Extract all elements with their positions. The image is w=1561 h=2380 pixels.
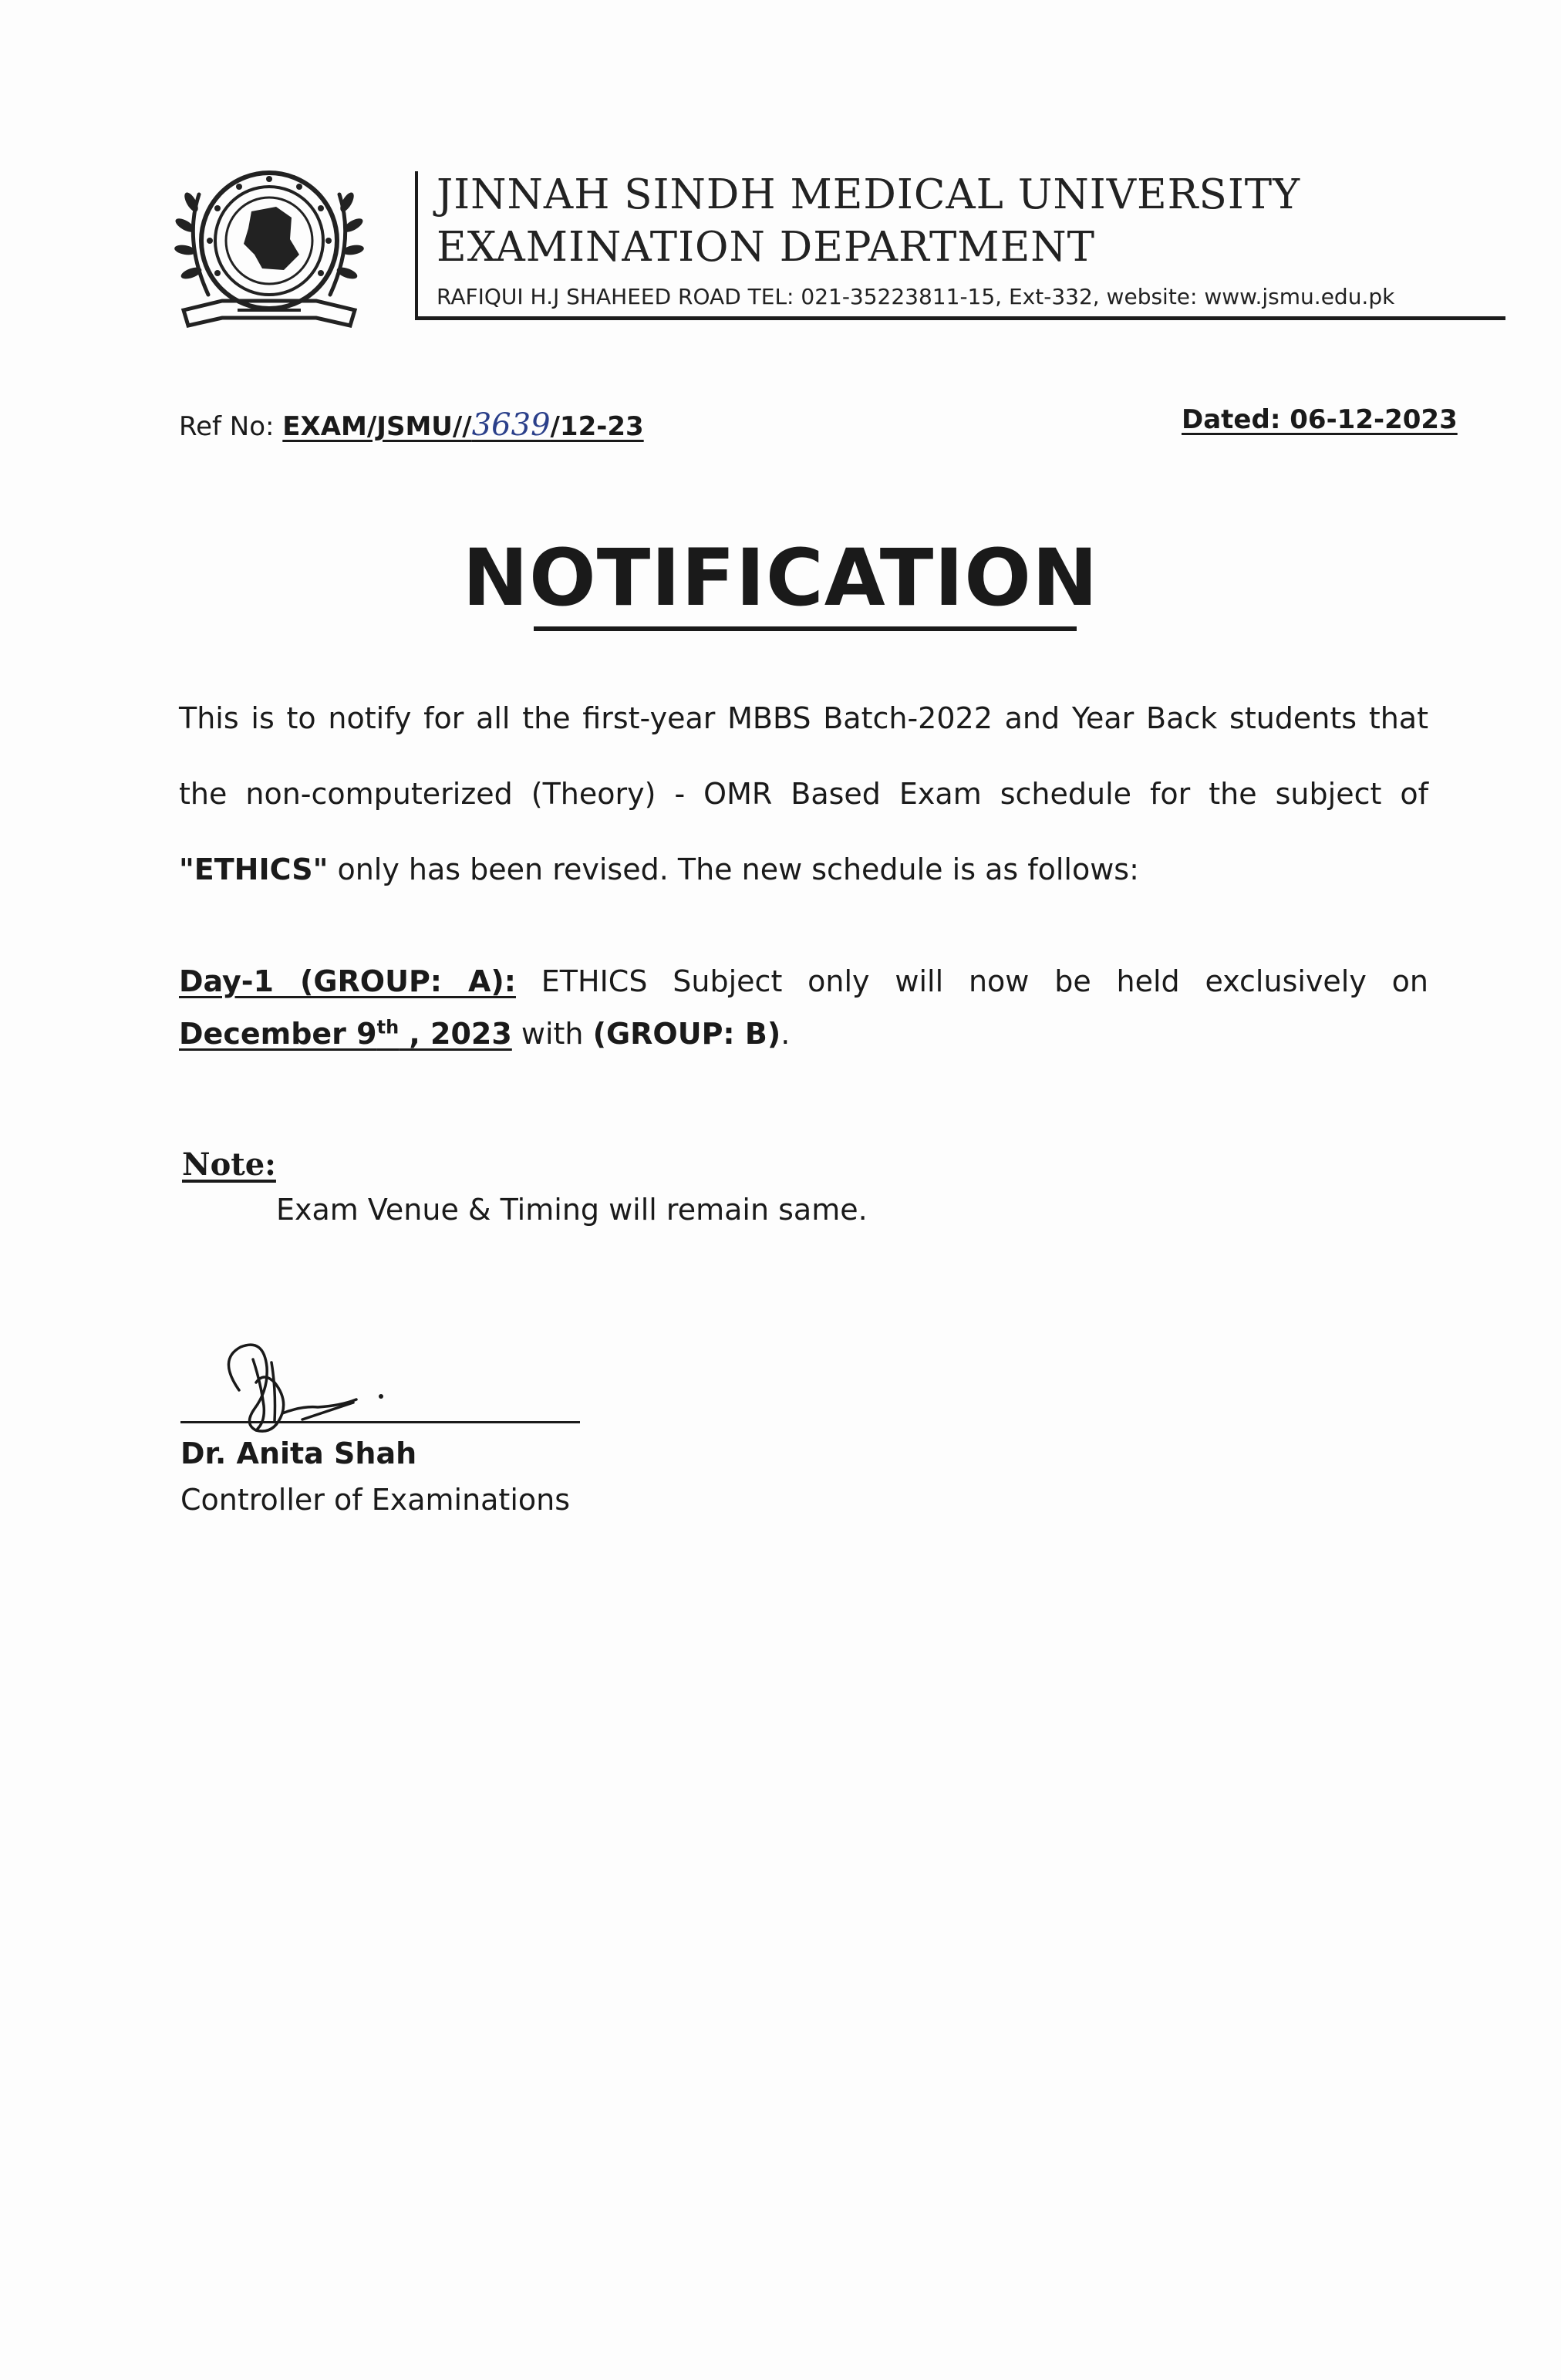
reference-label: Ref No: — [179, 411, 283, 442]
department-name: EXAMINATION DEPARTMENT — [437, 224, 1095, 271]
schedule-paragraph — [179, 955, 1428, 1060]
body-intro-part1: This is to notify for all the first-year MBBS Batch-2022 and Year Back students that the non-computerized (Theory) - OMR Based Exam schedule for the subject of — [179, 701, 1428, 811]
university-name: JINNAH SINDH MEDICAL UNIVERSITY — [437, 171, 1301, 218]
signatory-name: Dr. Anita Shah — [180, 1436, 417, 1470]
schedule-day-label: Day-1 (GROUP: A): — [179, 964, 516, 998]
university-address: RAFIQUI H.J SHAHEED ROAD TEL: 021-35223811-15, Ext-332, website: www.jsmu.edu.pk — [437, 284, 1395, 309]
body-subject: "ETHICS" — [179, 852, 329, 886]
schedule-end: . — [780, 1017, 791, 1051]
note-text: Exam Venue & Timing will remain same. — [276, 1193, 868, 1227]
schedule-text-2: with — [511, 1017, 593, 1051]
university-seal-icon — [168, 164, 370, 341]
page-title: NOTIFICATION — [462, 532, 1099, 624]
schedule-date-year: , 2023 — [399, 1017, 512, 1051]
signatory-title: Controller of Examinations — [180, 1483, 571, 1517]
body-intro-part2: only has been revised. The new schedule is as follows: — [328, 852, 1139, 886]
title-underline — [534, 626, 1077, 631]
handwritten-signature-icon — [210, 1328, 395, 1444]
note-label: Note: — [182, 1146, 276, 1183]
document-date: Dated: 06-12-2023 — [1182, 404, 1458, 435]
reference-value — [282, 407, 644, 443]
schedule-group: (GROUP: B) — [592, 1017, 781, 1051]
schedule-text-1: ETHICS Subject only will now be held exclusively on — [515, 964, 1428, 998]
reference-handwritten-number: 3639 — [471, 407, 551, 443]
signature-line — [180, 1421, 580, 1423]
reference-prefix: EXAM/JSMU// — [282, 411, 472, 442]
notification-body — [179, 680, 1428, 907]
letterhead-rule — [415, 316, 1505, 320]
reference-suffix: /12-23 — [550, 411, 644, 442]
schedule-date — [179, 1017, 512, 1051]
schedule-date-main: December 9 — [179, 1017, 377, 1051]
schedule-date-suffix: th — [376, 1016, 400, 1038]
letterhead — [415, 171, 1509, 319]
reference-number — [179, 407, 644, 443]
